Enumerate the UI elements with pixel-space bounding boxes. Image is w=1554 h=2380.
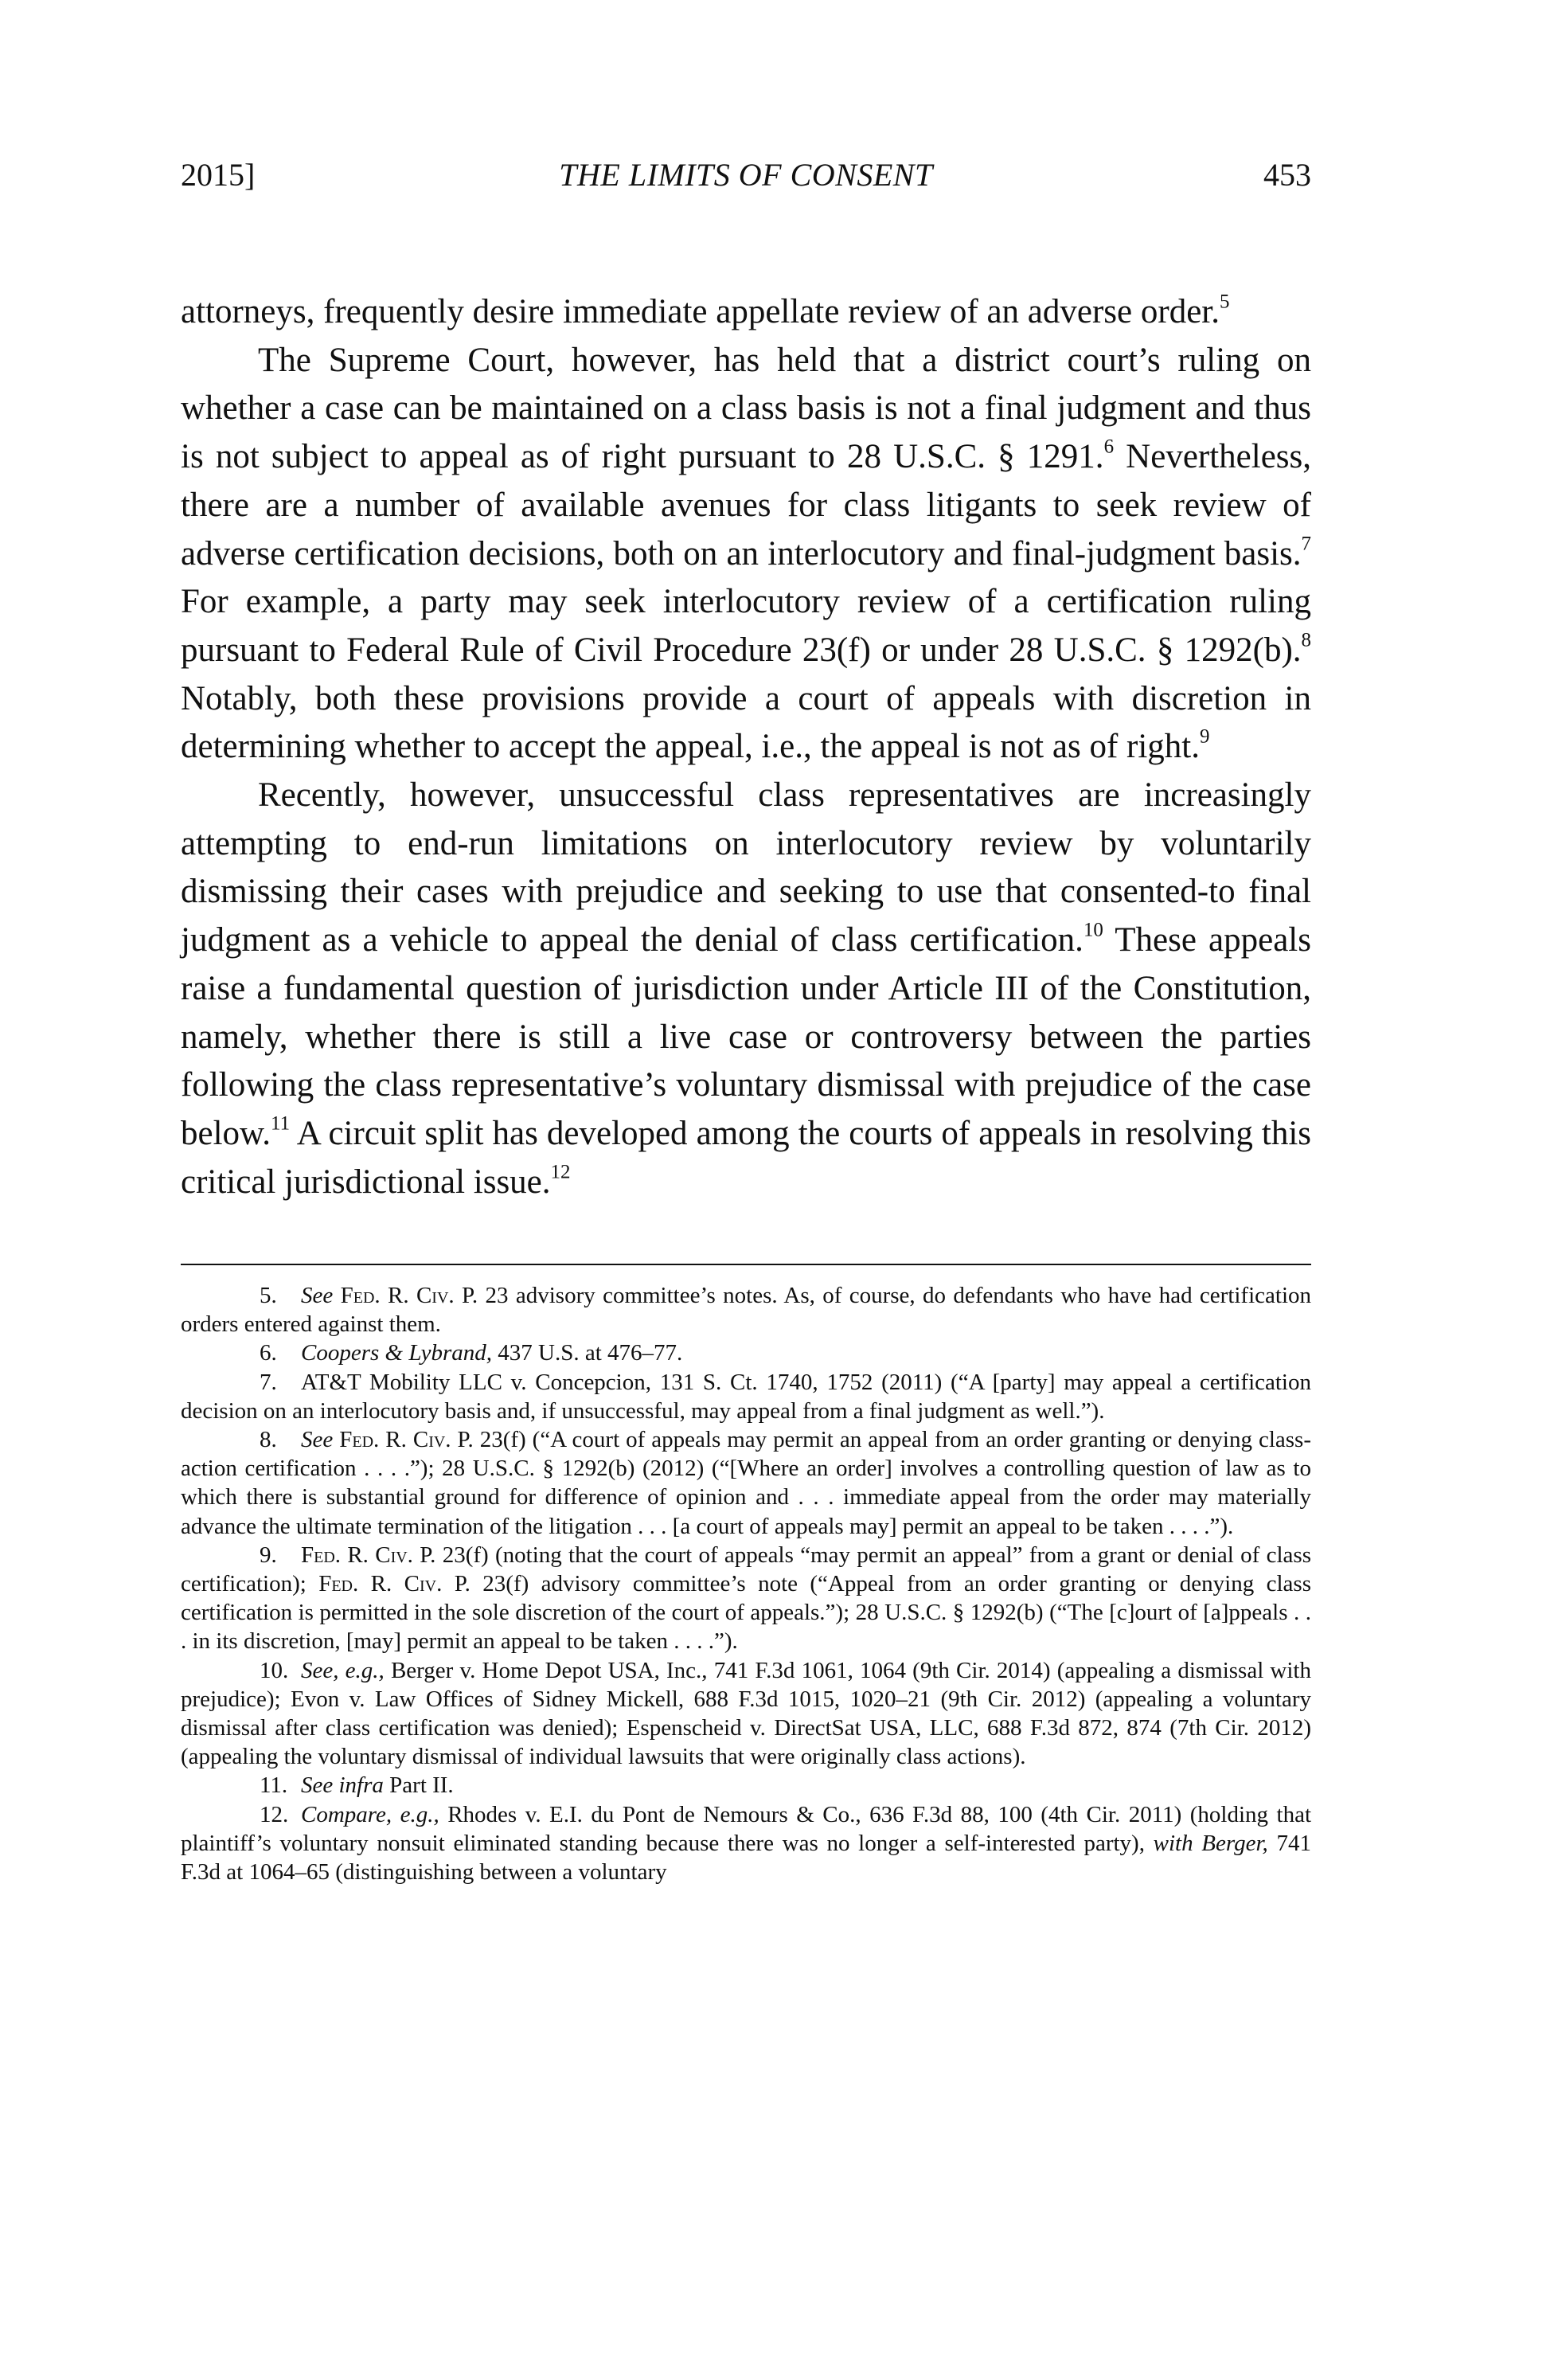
footnote-number: 5. xyxy=(260,1283,277,1308)
footnote-9 xyxy=(181,1541,1311,1656)
footnote-text: 23 advisory committee’s notes. As, of course, do defendants who have had certification orders entered against them. xyxy=(181,1283,1312,1338)
main-text xyxy=(181,288,1311,1206)
footnote-ref-10[interactable]: 10 xyxy=(1083,919,1103,941)
footnote-7 xyxy=(181,1368,1311,1425)
page-number: 453 xyxy=(1263,157,1311,193)
footnote-ref-6[interactable]: 6 xyxy=(1103,436,1115,458)
footnote-text: 437 U.S. at 476–77. xyxy=(492,1340,683,1366)
footnote-ref-11[interactable]: 11 xyxy=(271,1112,291,1135)
p2-sentence-4: Notably, both these provisions provide a court of appeals with discretion in determining whether to accept the appeal, i.e., the appeal is not as of right. xyxy=(181,679,1311,766)
signal: See, e.g., xyxy=(301,1657,385,1683)
footnote-text: 23(f) advisory committee’s note (“Appeal from an order granting or denying class certification is permitted in the sole discretion of the court of appeals.”); 28 U.S.C. § 1292(b) (“The [c]ourt of [a]ppeals . . . in its discretion, [may] permit an appeal to be taken . . . .”). xyxy=(181,1571,1311,1655)
footnote-11 xyxy=(181,1771,1311,1800)
footnote-12 xyxy=(181,1800,1311,1887)
p2-sentence-2: Nevertheless, there are a number of available avenues for class litigants to seek review of adverse certification decisions, both on an interlocutory and final-judgment basis. xyxy=(181,438,1312,573)
footnote-10 xyxy=(181,1656,1311,1772)
footnote-divider xyxy=(181,1264,1311,1265)
p1-text: attorneys, frequently desire immediate appellate review of an adverse order. xyxy=(181,293,1220,330)
footnote-number: 9. xyxy=(260,1542,277,1568)
source-name: Fed. R. Civ. P. xyxy=(340,1283,478,1308)
source-name: Fed. R. Civ. P. xyxy=(301,1542,436,1568)
footnote-text: 741 F.3d at 1064–65 (distinguishing between a voluntary xyxy=(181,1830,1312,1886)
p3-sentence-2: These appeals raise a fundamental question of jurisdiction under Article III of the Constitution, namely, whether there is still a live case or controversy between the parties following the class representative’s voluntary dismissal with prejudice of the case below. xyxy=(181,921,1311,1152)
source-name: Fed. R. Civ. P. xyxy=(339,1427,474,1453)
footnote-text: 23(f) (noting that the court of appeals “may permit an appeal” from a grant or denial of class certification); xyxy=(181,1542,1311,1597)
footnote-number: 6. xyxy=(260,1340,277,1366)
footnote-8 xyxy=(181,1425,1311,1541)
volume-year: 2015] xyxy=(181,157,256,193)
p3-sentence-1: Recently, however, unsuccessful class representatives are increasingly attempting to end-run limitations on interlocutory review by voluntarily dismissing their cases with prejudice and seeking to use that consented-to final judgment as a vehicle to appeal the denial of class certification. xyxy=(181,776,1311,959)
footnote-number: 8. xyxy=(260,1427,277,1453)
paragraph-1 xyxy=(181,288,1311,337)
footnote-ref-5[interactable]: 5 xyxy=(1219,291,1230,313)
p2-sentence-1: The Supreme Court, however, has held that a district court’s ruling on whether a case can be maintained on a class basis is not a final judgment and thus is not subject to appeal as of right pursuant to 28 U.S.C. § 1291. xyxy=(181,341,1311,476)
footnote-text: Berger v. Home Depot USA, Inc., 741 F.3d 1061, 1064 (9th Cir. 2014) (appealing a dismissal with prejudice); Evon v. Law Offices of Sidney Mickell, 688 F.3d 1015, 1020–21 (9th Cir. 2012) (appealing a voluntary dismissal after class certification was denied); Espenscheid v. DirectSat USA, LLC, 688 F.3d 872, 874 (7th Cir. 2012) (appealing the voluntary dismissal of individual lawsuits that were originally class actions). xyxy=(181,1657,1311,1770)
footnote-number: 7. xyxy=(260,1369,277,1395)
footnote-ref-8[interactable]: 8 xyxy=(1301,629,1311,651)
case-name: Coopers & Lybrand, xyxy=(301,1340,493,1366)
source-name: Fed. R. Civ. P. xyxy=(318,1571,470,1597)
p3-sentence-3: A circuit split has developed among the courts of appeals in resolving this critical jurisdictional issue. xyxy=(181,1114,1311,1201)
paragraph-3 xyxy=(181,772,1311,1206)
footnote-text: AT&T Mobility LLC v. Concepcion, 131 S. Ct. 1740, 1752 (2011) (“A [party] may appeal a certification decision on an interlocutory basis and, if unsuccessful, may appeal from a final judgment as well.”). xyxy=(181,1369,1311,1424)
footnote-ref-12[interactable]: 12 xyxy=(550,1160,571,1182)
p2-sentence-3: For example, a party may seek interlocutory review of a certification ruling pursuant to Federal Rule of Civil Procedure 23(f) or under 28 U.S.C. § 1292(b). xyxy=(181,583,1311,669)
running-title: THE LIMITS OF CONSENT xyxy=(559,157,933,193)
footnote-text: Rhodes v. E.I. du Pont de Nemours & Co., 636 F.3d 88, 100 (4th Cir. 2011) (holding that plaintiff’s voluntary nonsuit eliminated standing because there was no longer a self-interested party), xyxy=(181,1801,1311,1856)
footnote-number: 10. xyxy=(260,1657,289,1683)
footnote-text: Part II. xyxy=(383,1772,454,1799)
footnote-number: 11. xyxy=(260,1772,288,1799)
paragraph-2 xyxy=(181,337,1311,772)
running-header xyxy=(181,156,1311,204)
signal: See infra xyxy=(301,1772,384,1799)
signal: See xyxy=(301,1427,334,1453)
footnote-ref-9[interactable]: 9 xyxy=(1200,725,1210,748)
signal: See xyxy=(301,1283,334,1308)
footnotes xyxy=(181,1281,1311,1886)
signal: Compare, e.g., xyxy=(301,1801,439,1827)
signal: with Berger, xyxy=(1153,1830,1268,1856)
footnote-6 xyxy=(181,1339,1311,1367)
footnote-text: 23(f) (“A court of appeals may permit an appeal from an order granting or denying class-action certification . . . .”); 28 U.S.C. § 1292(b) (2012) (“[Where an order] involves a controlling question of law as to which there is substantial ground for difference of opinion and . . . immediate appeal from the order may materially advance the ultimate termination of the litigation . . . [a court of appeals may] permit an appeal to be taken . . . .”). xyxy=(181,1427,1311,1539)
footnote-5 xyxy=(181,1281,1311,1339)
footnote-number: 12. xyxy=(260,1801,289,1827)
footnote-ref-7[interactable]: 7 xyxy=(1301,532,1311,554)
